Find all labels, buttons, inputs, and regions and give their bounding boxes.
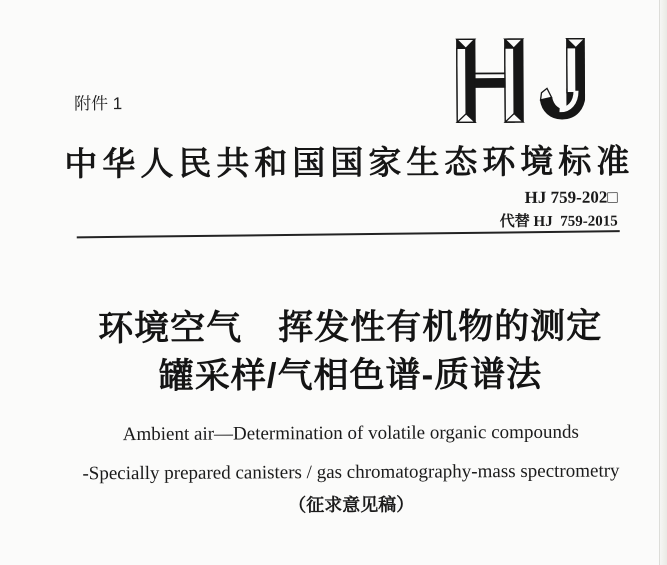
- replaces-note: 代替 HJ 759-2015: [499, 213, 618, 231]
- scan-page-edge-shade: [660, 0, 667, 565]
- document-title-cn-line1: 环境空气 挥发性有机物的测定: [98, 306, 603, 349]
- standard-number: HJ 759-202□: [524, 187, 618, 207]
- document-title-en-line2: -Specially prepared canisters / gas chromatography-mass spectrometry: [82, 460, 620, 485]
- hj-logo-icon: [455, 35, 585, 124]
- document-title-cn-line2: 罐采样/气相色谱-质谱法: [158, 354, 543, 396]
- attachment-label: 附件 1: [74, 94, 123, 114]
- draft-for-comments-note: （征求意见稿）: [288, 494, 415, 516]
- document-title-en-line1: Ambient air—Determination of volatile organic compounds: [122, 421, 579, 446]
- national-standard-heading: 中华人民共和国国家生态环境标准: [64, 144, 635, 184]
